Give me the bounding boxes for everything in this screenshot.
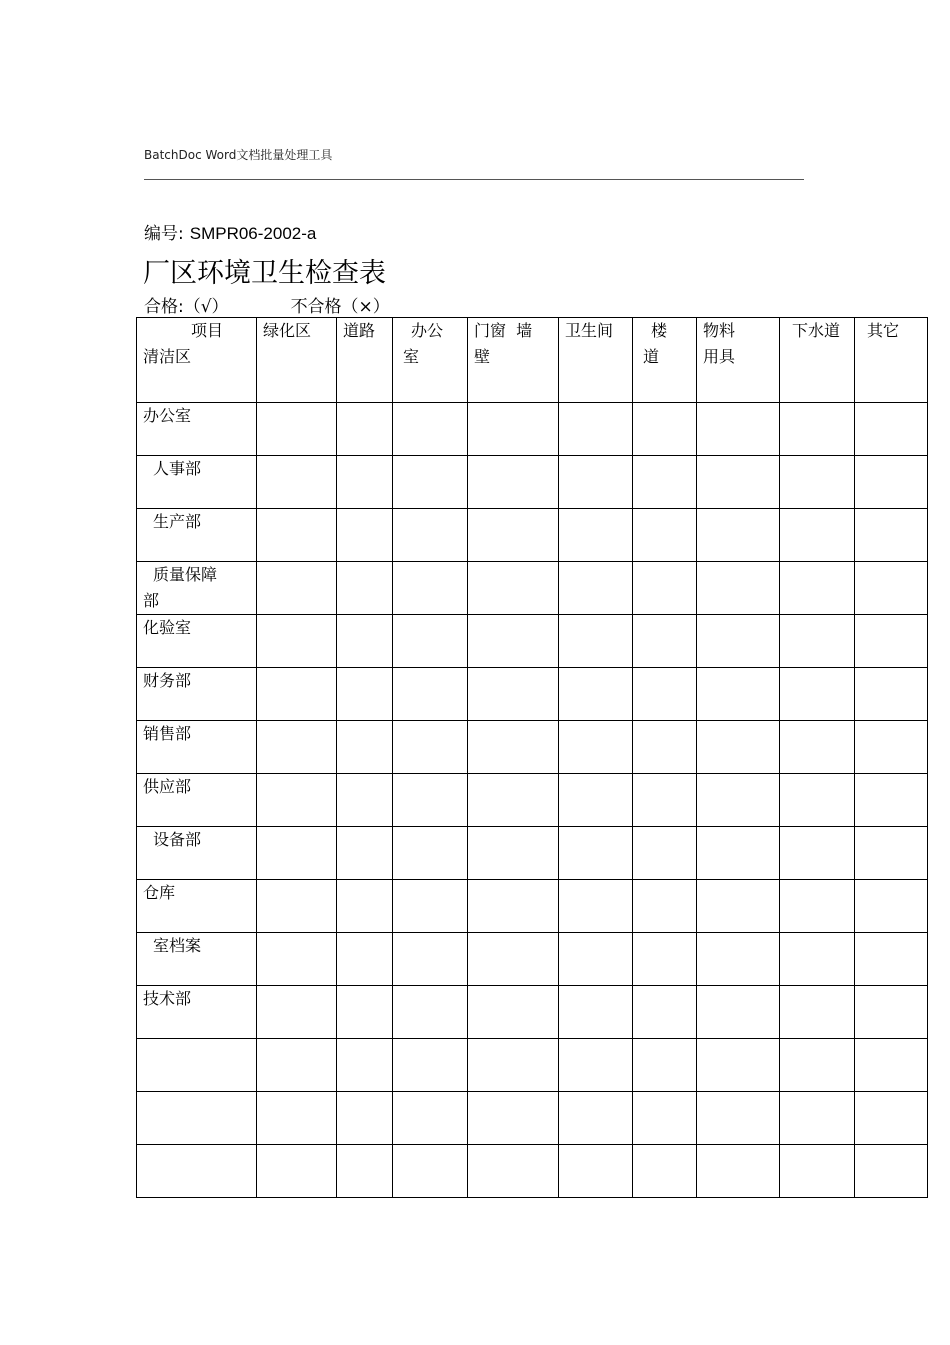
check-cell[interactable] (559, 880, 633, 933)
check-cell[interactable] (393, 456, 468, 509)
check-cell[interactable] (633, 880, 697, 933)
check-cell[interactable] (257, 827, 337, 880)
check-cell[interactable] (559, 615, 633, 668)
check-cell[interactable] (633, 1145, 697, 1198)
check-cell[interactable] (468, 1092, 559, 1145)
row-label-cell (137, 509, 257, 562)
check-cell[interactable] (780, 1145, 855, 1198)
check-cell[interactable] (559, 986, 633, 1039)
row-label-cell (137, 774, 257, 827)
row-label-cell (137, 721, 257, 774)
check-cell[interactable] (257, 1092, 337, 1145)
check-cell[interactable] (337, 562, 393, 615)
check-cell[interactable] (468, 827, 559, 880)
table-header-row (137, 318, 928, 403)
check-cell[interactable] (393, 1039, 468, 1092)
check-cell[interactable] (855, 827, 928, 880)
check-cell[interactable] (559, 668, 633, 721)
row-label-cell (137, 1092, 257, 1145)
row-label-cell (137, 615, 257, 668)
check-cell[interactable] (855, 509, 928, 562)
check-cell[interactable] (780, 509, 855, 562)
check-cell[interactable] (559, 827, 633, 880)
column-header-line: 用具 (703, 347, 736, 366)
check-cell[interactable] (393, 986, 468, 1039)
check-cell[interactable] (633, 721, 697, 774)
check-cell[interactable] (337, 986, 393, 1039)
check-cell[interactable] (559, 562, 633, 615)
column-header-line: 绿化区 (263, 321, 312, 340)
row-label-cell (137, 986, 257, 1039)
check-cell[interactable] (337, 774, 393, 827)
column-header-line: 道路 (343, 321, 376, 340)
check-cell[interactable] (393, 721, 468, 774)
check-cell[interactable] (559, 456, 633, 509)
check-cell[interactable] (257, 986, 337, 1039)
row-label-continued: 部 (143, 591, 160, 610)
check-cell[interactable] (780, 986, 855, 1039)
row-label-cell (137, 562, 257, 615)
legend (144, 292, 390, 317)
table-row (137, 1039, 928, 1092)
check-cell[interactable] (337, 721, 393, 774)
table-row (137, 774, 928, 827)
check-cell[interactable] (780, 615, 855, 668)
check-cell[interactable] (855, 986, 928, 1039)
check-cell[interactable] (697, 774, 780, 827)
check-cell[interactable] (559, 774, 633, 827)
check-cell[interactable] (780, 827, 855, 880)
check-cell[interactable] (780, 1092, 855, 1145)
check-cell[interactable] (337, 668, 393, 721)
check-cell[interactable] (697, 1145, 780, 1198)
row-label: 办公室 (143, 406, 192, 425)
check-cell[interactable] (393, 1145, 468, 1198)
check-cell[interactable] (337, 1145, 393, 1198)
check-cell[interactable] (633, 827, 697, 880)
header-rule (144, 179, 804, 180)
check-cell[interactable] (468, 509, 559, 562)
check-cell[interactable] (393, 615, 468, 668)
row-label-cell (137, 456, 257, 509)
check-cell[interactable] (633, 615, 697, 668)
table-row (137, 403, 928, 456)
row-label: 人事部 (153, 459, 202, 478)
check-cell[interactable] (393, 774, 468, 827)
row-label: 技术部 (143, 989, 192, 1008)
inspection-table (136, 317, 928, 1198)
check-cell[interactable] (633, 668, 697, 721)
row-label-cell (137, 827, 257, 880)
check-cell[interactable] (337, 933, 393, 986)
check-cell[interactable] (559, 1039, 633, 1092)
table-row (137, 933, 928, 986)
check-cell[interactable] (393, 562, 468, 615)
check-cell[interactable] (697, 721, 780, 774)
check-cell[interactable] (337, 615, 393, 668)
check-cell[interactable] (393, 509, 468, 562)
column-header (393, 318, 468, 403)
check-cell[interactable] (697, 403, 780, 456)
column-header (780, 318, 855, 403)
running-header: BatchDoc Word文档批量处理工具 (144, 148, 333, 162)
check-cell[interactable] (697, 880, 780, 933)
check-cell[interactable] (257, 1145, 337, 1198)
check-cell[interactable] (468, 721, 559, 774)
check-cell[interactable] (393, 668, 468, 721)
check-cell[interactable] (855, 562, 928, 615)
row-label: 生产部 (153, 512, 202, 531)
table-row (137, 615, 928, 668)
check-cell[interactable] (855, 456, 928, 509)
column-header (337, 318, 393, 403)
check-cell[interactable] (257, 456, 337, 509)
check-cell[interactable] (633, 986, 697, 1039)
row-label-cell (137, 880, 257, 933)
check-cell[interactable] (257, 562, 337, 615)
check-cell[interactable] (855, 1092, 928, 1145)
row-label: 室档案 (153, 936, 202, 955)
check-cell[interactable] (337, 403, 393, 456)
corner-header-item: 项目 (191, 321, 224, 340)
check-cell[interactable] (468, 986, 559, 1039)
check-cell[interactable] (855, 1145, 928, 1198)
column-header (559, 318, 633, 403)
row-label: 化验室 (143, 618, 192, 637)
check-cell[interactable] (780, 403, 855, 456)
check-cell[interactable] (855, 1039, 928, 1092)
check-cell[interactable] (697, 986, 780, 1039)
check-cell[interactable] (780, 880, 855, 933)
column-header-line: 卫生间 (565, 321, 614, 340)
legend-fail: 不合格（×） (290, 297, 390, 317)
column-header-line: 楼 (651, 321, 668, 340)
check-cell[interactable] (855, 403, 928, 456)
check-cell[interactable] (697, 1039, 780, 1092)
row-label: 仓库 (143, 883, 176, 902)
check-cell[interactable] (855, 933, 928, 986)
table-row (137, 1145, 928, 1198)
check-cell[interactable] (855, 615, 928, 668)
check-cell[interactable] (780, 933, 855, 986)
check-cell[interactable] (468, 1145, 559, 1198)
check-cell[interactable] (633, 562, 697, 615)
check-cell[interactable] (697, 509, 780, 562)
table-row (137, 562, 928, 615)
check-cell[interactable] (697, 668, 780, 721)
column-header-line: 道 (643, 347, 660, 366)
check-cell[interactable] (855, 668, 928, 721)
check-cell[interactable] (337, 509, 393, 562)
check-cell[interactable] (559, 509, 633, 562)
check-cell[interactable] (468, 456, 559, 509)
check-cell[interactable] (257, 668, 337, 721)
column-header-line: 室 (403, 347, 420, 366)
check-cell[interactable] (697, 562, 780, 615)
check-cell[interactable] (559, 721, 633, 774)
check-cell[interactable] (257, 1039, 337, 1092)
check-cell[interactable] (468, 880, 559, 933)
column-header-line: 门窗 墙 (474, 321, 533, 340)
column-header (633, 318, 697, 403)
check-cell[interactable] (559, 1145, 633, 1198)
check-cell[interactable] (257, 615, 337, 668)
column-header-line: 其它 (867, 321, 900, 340)
column-header-line: 下水道 (792, 321, 841, 340)
column-header-line: 办公 (411, 321, 444, 340)
row-label: 供应部 (143, 777, 192, 796)
check-cell[interactable] (468, 933, 559, 986)
check-cell[interactable] (468, 1039, 559, 1092)
check-cell[interactable] (468, 668, 559, 721)
check-cell[interactable] (468, 562, 559, 615)
check-cell[interactable] (468, 615, 559, 668)
check-cell[interactable] (393, 933, 468, 986)
row-label: 设备部 (153, 830, 202, 849)
row-label: 财务部 (143, 671, 192, 690)
column-header-line: 物料 (703, 321, 736, 340)
check-cell[interactable] (257, 509, 337, 562)
table-row (137, 986, 928, 1039)
check-cell[interactable] (697, 933, 780, 986)
document-number-value: SMPR06-2002-a (189, 224, 317, 243)
check-cell[interactable] (780, 774, 855, 827)
check-cell[interactable] (559, 933, 633, 986)
check-cell[interactable] (633, 403, 697, 456)
row-label-cell (137, 1145, 257, 1198)
check-cell[interactable] (337, 456, 393, 509)
table-row (137, 509, 928, 562)
check-cell[interactable] (855, 880, 928, 933)
table-row (137, 880, 928, 933)
check-cell[interactable] (697, 456, 780, 509)
check-cell[interactable] (337, 827, 393, 880)
table-row (137, 456, 928, 509)
check-cell[interactable] (257, 403, 337, 456)
table-body (137, 403, 928, 1198)
check-cell[interactable] (633, 456, 697, 509)
row-label-cell (137, 1039, 257, 1092)
column-header (855, 318, 928, 403)
check-cell[interactable] (559, 1092, 633, 1145)
row-label: 质量保障 (153, 565, 218, 584)
check-cell[interactable] (257, 774, 337, 827)
check-cell[interactable] (697, 827, 780, 880)
check-cell[interactable] (633, 1039, 697, 1092)
check-cell[interactable] (633, 1092, 697, 1145)
check-cell[interactable] (697, 615, 780, 668)
check-cell[interactable] (393, 880, 468, 933)
check-cell[interactable] (780, 721, 855, 774)
check-cell[interactable] (697, 1092, 780, 1145)
column-header (468, 318, 559, 403)
check-cell[interactable] (337, 1092, 393, 1145)
column-header (257, 318, 337, 403)
document-number-label: 编号: (144, 224, 184, 244)
corner-header-cell (137, 318, 257, 403)
check-cell[interactable] (393, 827, 468, 880)
check-cell[interactable] (780, 668, 855, 721)
check-cell[interactable] (468, 774, 559, 827)
check-cell[interactable] (257, 880, 337, 933)
check-cell[interactable] (855, 721, 928, 774)
check-cell[interactable] (257, 933, 337, 986)
row-label-cell (137, 933, 257, 986)
check-cell[interactable] (559, 403, 633, 456)
row-label: 销售部 (143, 724, 192, 743)
corner-header-area: 清洁区 (143, 347, 192, 366)
check-cell[interactable] (337, 1039, 393, 1092)
table-row (137, 721, 928, 774)
check-cell[interactable] (633, 509, 697, 562)
check-cell[interactable] (780, 456, 855, 509)
table-row (137, 668, 928, 721)
document-number (144, 219, 316, 244)
row-label-cell (137, 668, 257, 721)
check-cell[interactable] (780, 1039, 855, 1092)
check-cell[interactable] (337, 880, 393, 933)
check-cell[interactable] (257, 721, 337, 774)
column-header-line: 壁 (474, 347, 491, 366)
page-title: 厂区环境卫生检查表 (143, 258, 386, 289)
check-cell[interactable] (393, 1092, 468, 1145)
row-label-cell (137, 403, 257, 456)
column-header (697, 318, 780, 403)
check-cell[interactable] (780, 562, 855, 615)
check-cell[interactable] (393, 403, 468, 456)
table-row (137, 1092, 928, 1145)
check-cell[interactable] (633, 933, 697, 986)
check-cell[interactable] (468, 403, 559, 456)
legend-pass: 合格:（√） (144, 297, 229, 317)
check-cell[interactable] (633, 774, 697, 827)
check-cell[interactable] (855, 774, 928, 827)
table-row (137, 827, 928, 880)
